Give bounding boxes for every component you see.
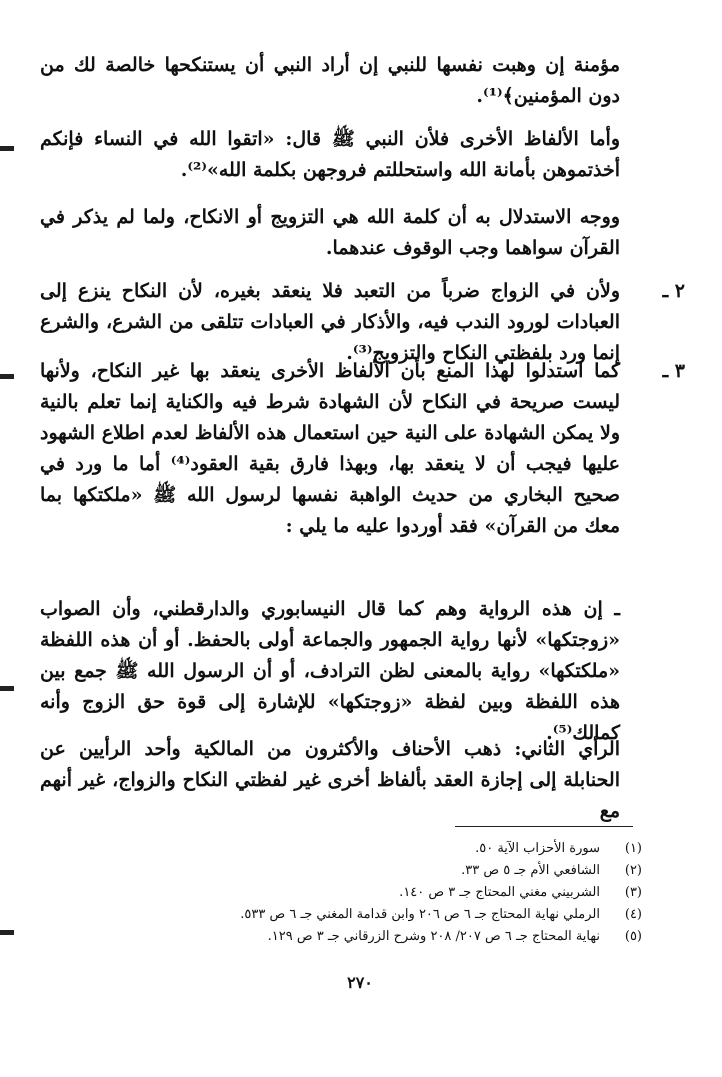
footnote-text: سورة الأحزاب الآية ٥٠. bbox=[475, 841, 600, 856]
margin-mark bbox=[0, 374, 14, 379]
list-item-number: ٢ ـ bbox=[662, 280, 685, 302]
paragraph-text: وأما الألفاظ الأخرى فلأن النبي ﷺ قال: «اتقوا الله في النساء فإنكم أخذتموهن بأمانة الله واستحللتم فروجهن بكلمة الله»⁽²⁾. bbox=[40, 128, 620, 181]
footnote-number: (١) bbox=[624, 841, 642, 856]
paragraph-inference bbox=[40, 202, 620, 264]
list-item-number: ٣ ـ bbox=[662, 360, 685, 382]
footnote-text: الرملي نهاية المحتاج جـ ٦ ص ٢٠٦ وابن قدامة المغني جـ ٦ ص ٥٣٣. bbox=[240, 907, 600, 922]
margin-mark bbox=[0, 146, 14, 151]
footnote-item bbox=[82, 860, 642, 882]
list-item-text: ولأن في الزواج ضرباً من التعبد فلا ينعقد بغيره، لأن النكاح ينزع إلى العبادات لورود الندب فيه، والأذكار في العبادات تتلقى من الشرع، والشرع إنما ورد بلفظتي النكاح والتزويج⁽³⁾. bbox=[40, 280, 620, 364]
list-item-text: كما استدلوا لهذا المنع بأن الألفاظ الأخرى ينعقد بها غير النكاح، ولأنها ليست صريحة في النكاح لأن الشهادة شرط فيه والكناية إنما تعلم بالنية ولا يمكن الشهادة على النية حين استعمال هذه الألفاظ لعدم اطلاع الشهود عليها فيجب أن لا ينعقد بها، وبهذا فارق بقية العقود⁽⁴⁾ أما ما ورد في صحيح البخاري من حديث الواهبة نفسها لرسول الله ﷺ «ملكتكها بما معك من القرآن» فقد أوردوا عليه ما يلي : bbox=[40, 360, 620, 537]
margin-mark bbox=[0, 686, 14, 691]
footnote-item bbox=[82, 838, 642, 860]
paragraph-quote bbox=[40, 594, 620, 749]
footnote-text: الشربيني مغني المحتاج جـ ٣ ص ١٤٠. bbox=[399, 885, 600, 900]
footnote-number: (٢) bbox=[624, 863, 642, 878]
paragraph-text: ـ إن هذه الرواية وهم كما قال النيسابوري والدارقطني، وأن الصواب «زوجتكها» لأنها رواية الجمهور والجماعة أولى بالحفظ. أو أن هذه اللفظة «ملكتكها» رواية بالمعنى لظن الترادف، أو أن الرسول الله ﷺ جمع بين هذه اللفظة وبين لفظة «زوجتكها» للإشارة إلى قوة حق الزوج وأنه كمالك⁽⁵⁾. bbox=[40, 598, 620, 744]
footnote-number: (٥) bbox=[624, 929, 642, 944]
footnote-item bbox=[82, 926, 642, 948]
page-number: ٢٧٠ bbox=[347, 973, 373, 992]
footnote-item bbox=[82, 882, 642, 904]
margin-mark bbox=[0, 930, 14, 935]
footnote-text: نهاية المحتاج جـ ٦ ص ٢٠٧/ ٢٠٨ وشرح الزرقاني جـ ٣ ص ١٢٩. bbox=[267, 929, 600, 944]
paragraph-text: مؤمنة إن وهبت نفسها للنبي إن أراد النبي أن يستنكحها خالصة لك من دون المؤمنين﴾⁽¹⁾. bbox=[40, 54, 620, 107]
footnotes bbox=[82, 838, 642, 948]
paragraph-verse bbox=[40, 50, 620, 112]
paragraph-hadith bbox=[40, 124, 620, 186]
footnote-divider bbox=[455, 826, 633, 827]
list-item bbox=[40, 356, 685, 542]
paragraph-text: ووجه الاستدلال به أن كلمة الله هي التزويج أو الانكاح، ولما لم يذكر في القرآن سواهما وجب الوقوف عندهما. bbox=[40, 206, 620, 259]
footnote-number: (٣) bbox=[624, 885, 642, 900]
footnote-number: (٤) bbox=[624, 907, 642, 922]
paragraph-text: الرأي الثاني: ذهب الأحناف والأكثرون من المالكية وأحد الرأيين عن الحنابلة إلى إجازة العقد بألفاظ أخرى غير لفظتي النكاح والزواج، غير أنهم مع bbox=[40, 738, 620, 822]
footnote-text: الشافعي الأم جـ ٥ ص ٣٣. bbox=[461, 863, 600, 878]
footnote-item bbox=[82, 904, 642, 926]
paragraph-second-opinion bbox=[40, 734, 620, 827]
